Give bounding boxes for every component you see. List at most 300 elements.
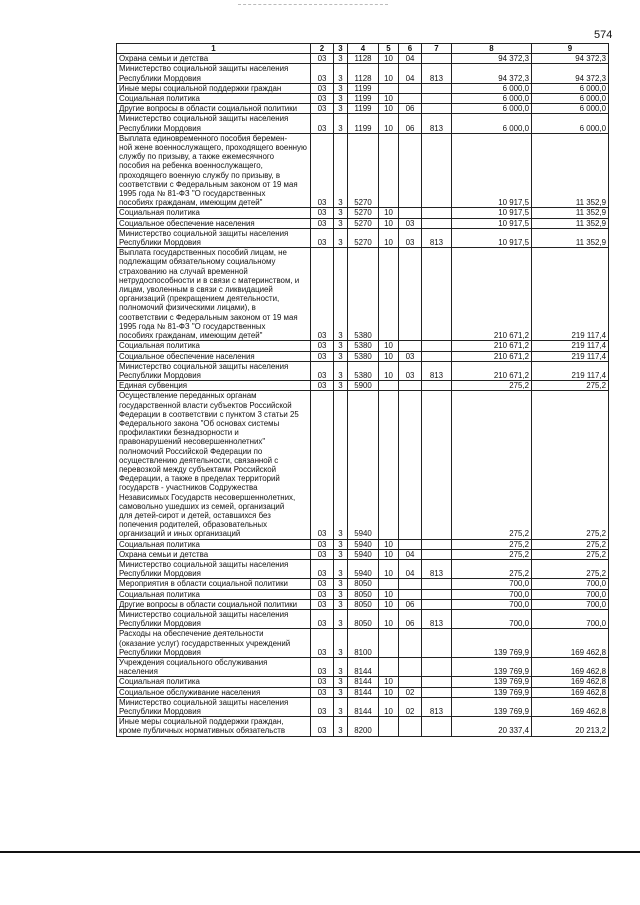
amount-cell: 10 917,5 (452, 218, 532, 228)
amount-cell: 139 769,9 (452, 687, 532, 697)
section-cell (379, 248, 399, 341)
code-cell: 5900 (348, 381, 379, 391)
ministry-code-cell: 813 (422, 361, 452, 380)
code-cell: 3 (334, 539, 348, 549)
column-header: 2 (311, 44, 334, 54)
amount-cell: 219 117,4 (532, 248, 609, 341)
code-cell: 03 (311, 248, 334, 341)
code-cell: 03 (311, 64, 334, 83)
amount-cell: 700,0 (452, 609, 532, 628)
subsection-cell (399, 208, 422, 218)
table-row (117, 589, 609, 599)
item-name-cell: Министерство социальной защиты населения Республики Мордовия (117, 114, 311, 133)
subsection-cell: 03 (399, 228, 422, 247)
ministry-code-cell (422, 658, 452, 677)
table-row (117, 599, 609, 609)
amount-cell: 210 671,2 (452, 341, 532, 351)
amount-cell: 700,0 (532, 599, 609, 609)
amount-cell: 94 372,3 (532, 54, 609, 64)
subsection-cell (399, 94, 422, 104)
scan-top-rule (238, 4, 388, 5)
subsection-cell (399, 539, 422, 549)
table-row (117, 218, 609, 228)
code-cell: 03 (311, 351, 334, 361)
amount-cell: 94 372,3 (452, 64, 532, 83)
ministry-code-cell: 813 (422, 64, 452, 83)
section-cell: 10 (379, 114, 399, 133)
amount-cell: 700,0 (532, 589, 609, 599)
section-cell: 10 (379, 589, 399, 599)
item-name-cell: Выплата государственных пособий лицам, не подлежащим обязательному социальному страхованию на случай временной нетрудоспособности и в связи с материнством, и лицам, уволенным в связи с ликвидацией организаций (прекращением деятельности, полномочий физическими лицами), в соответствии с Федеральным законом от 19 мая 1995 года № 81-ФЗ "О государственных пособиях гражданам, имеющим детей" (117, 248, 311, 341)
table-row (117, 658, 609, 677)
section-cell: 10 (379, 539, 399, 549)
section-cell: 10 (379, 94, 399, 104)
amount-cell: 700,0 (452, 589, 532, 599)
ministry-code-cell: 813 (422, 114, 452, 133)
header-row (117, 44, 609, 54)
amount-cell: 10 917,5 (452, 133, 532, 208)
ministry-code-cell (422, 208, 452, 218)
ministry-code-cell: 813 (422, 609, 452, 628)
column-header: 7 (422, 44, 452, 54)
table-row (117, 54, 609, 64)
code-cell: 03 (311, 687, 334, 697)
code-cell: 03 (311, 589, 334, 599)
table-row (117, 361, 609, 380)
table-row (117, 629, 609, 658)
code-cell: 03 (311, 559, 334, 578)
code-cell: 03 (311, 54, 334, 64)
code-cell: 8144 (348, 677, 379, 687)
amount-cell: 210 671,2 (452, 351, 532, 361)
page-number: 574 (594, 29, 613, 41)
code-cell: 3 (334, 381, 348, 391)
table-row (117, 228, 609, 247)
amount-cell: 139 769,9 (452, 677, 532, 687)
code-cell: 1128 (348, 54, 379, 64)
amount-cell: 169 462,8 (532, 697, 609, 716)
code-cell: 03 (311, 549, 334, 559)
code-cell: 3 (334, 658, 348, 677)
code-cell: 03 (311, 609, 334, 628)
amount-cell: 219 117,4 (532, 341, 609, 351)
column-header: 4 (348, 44, 379, 54)
subsection-cell: 06 (399, 114, 422, 133)
subsection-cell (399, 391, 422, 539)
subsection-cell: 04 (399, 549, 422, 559)
code-cell: 1128 (348, 64, 379, 83)
column-header: 3 (334, 44, 348, 54)
section-cell (379, 391, 399, 539)
code-cell: 03 (311, 228, 334, 247)
ministry-code-cell (422, 677, 452, 687)
code-cell: 8144 (348, 697, 379, 716)
code-cell: 3 (334, 391, 348, 539)
amount-cell: 11 352,9 (532, 218, 609, 228)
code-cell: 03 (311, 341, 334, 351)
column-header: 9 (532, 44, 609, 54)
item-name-cell: Социальная политика (117, 589, 311, 599)
amount-cell: 139 769,9 (452, 697, 532, 716)
item-name-cell: Охрана семьи и детства (117, 54, 311, 64)
code-cell: 03 (311, 94, 334, 104)
item-name-cell: Другие вопросы в области социальной политики (117, 599, 311, 609)
amount-cell: 275,2 (452, 539, 532, 549)
table-row (117, 687, 609, 697)
code-cell: 8050 (348, 589, 379, 599)
column-header: 8 (452, 44, 532, 54)
item-name-cell: Министерство социальной защиты населения Республики Мордовия (117, 228, 311, 247)
section-cell: 10 (379, 228, 399, 247)
amount-cell: 275,2 (532, 549, 609, 559)
item-name-cell: Социальная политика (117, 208, 311, 218)
amount-cell: 210 671,2 (452, 248, 532, 341)
ministry-code-cell (422, 133, 452, 208)
code-cell: 8050 (348, 579, 379, 589)
amount-cell: 700,0 (452, 579, 532, 589)
table-row (117, 549, 609, 559)
code-cell: 8100 (348, 629, 379, 658)
code-cell: 1199 (348, 104, 379, 114)
code-cell: 03 (311, 83, 334, 93)
item-name-cell: Расходы на обеспечение деятельности (оказание услуг) государственных учреждений Республики Мордовия (117, 629, 311, 658)
code-cell: 3 (334, 361, 348, 380)
code-cell: 03 (311, 381, 334, 391)
section-cell: 10 (379, 677, 399, 687)
code-cell: 03 (311, 391, 334, 539)
item-name-cell: Социальная политика (117, 341, 311, 351)
table-row (117, 94, 609, 104)
amount-cell: 169 462,8 (532, 629, 609, 658)
ministry-code-cell (422, 629, 452, 658)
code-cell: 03 (311, 717, 334, 736)
item-name-cell: Социальное обеспечение населения (117, 351, 311, 361)
code-cell: 5940 (348, 391, 379, 539)
code-cell: 03 (311, 208, 334, 218)
code-cell: 8144 (348, 658, 379, 677)
amount-cell: 11 352,9 (532, 228, 609, 247)
code-cell: 5270 (348, 228, 379, 247)
subsection-cell: 02 (399, 687, 422, 697)
table-row (117, 579, 609, 589)
subsection-cell (399, 341, 422, 351)
code-cell: 8050 (348, 609, 379, 628)
amount-cell: 6 000,0 (532, 83, 609, 93)
amount-cell: 94 372,3 (452, 54, 532, 64)
table-row (117, 391, 609, 539)
item-name-cell: Единая субвенция (117, 381, 311, 391)
item-name-cell: Министерство социальной защиты населения Республики Мордовия (117, 609, 311, 628)
code-cell: 5380 (348, 361, 379, 380)
code-cell: 03 (311, 658, 334, 677)
item-name-cell: Министерство социальной защиты населения Республики Мордовия (117, 559, 311, 578)
amount-cell: 275,2 (452, 381, 532, 391)
item-name-cell: Министерство социальной защиты населения Республики Мордовия (117, 697, 311, 716)
code-cell: 03 (311, 599, 334, 609)
subsection-cell (399, 629, 422, 658)
table-row (117, 104, 609, 114)
item-name-cell: Охрана семьи и детства (117, 549, 311, 559)
section-cell: 10 (379, 559, 399, 578)
ministry-code-cell (422, 539, 452, 549)
table-row (117, 133, 609, 208)
code-cell: 3 (334, 54, 348, 64)
ministry-code-cell (422, 104, 452, 114)
amount-cell: 219 117,4 (532, 361, 609, 380)
amount-cell: 700,0 (452, 599, 532, 609)
code-cell: 03 (311, 114, 334, 133)
subsection-cell: 06 (399, 104, 422, 114)
ministry-code-cell (422, 717, 452, 736)
code-cell: 5380 (348, 351, 379, 361)
code-cell: 03 (311, 104, 334, 114)
amount-cell: 275,2 (452, 549, 532, 559)
code-cell: 3 (334, 94, 348, 104)
amount-cell: 10 917,5 (452, 228, 532, 247)
table-row (117, 341, 609, 351)
amount-cell: 10 917,5 (452, 208, 532, 218)
item-name-cell: Министерство социальной защиты населения Республики Мордовия (117, 64, 311, 83)
subsection-cell: 03 (399, 361, 422, 380)
section-cell: 10 (379, 64, 399, 83)
ministry-code-cell (422, 54, 452, 64)
amount-cell: 700,0 (532, 609, 609, 628)
ministry-code-cell (422, 94, 452, 104)
amount-cell: 139 769,9 (452, 629, 532, 658)
code-cell: 5940 (348, 549, 379, 559)
amount-cell: 275,2 (532, 559, 609, 578)
subsection-cell (399, 133, 422, 208)
code-cell: 03 (311, 629, 334, 658)
amount-cell: 275,2 (452, 559, 532, 578)
amount-cell: 6 000,0 (452, 83, 532, 93)
code-cell: 8200 (348, 717, 379, 736)
code-cell: 3 (334, 579, 348, 589)
item-name-cell: Иные меры социальной поддержки граждан (117, 83, 311, 93)
code-cell: 03 (311, 218, 334, 228)
code-cell: 3 (334, 599, 348, 609)
code-cell: 03 (311, 539, 334, 549)
table-row (117, 717, 609, 736)
table-row (117, 381, 609, 391)
amount-cell: 169 462,8 (532, 658, 609, 677)
code-cell: 3 (334, 248, 348, 341)
section-cell: 10 (379, 361, 399, 380)
amount-cell: 20 337,4 (452, 717, 532, 736)
ministry-code-cell (422, 687, 452, 697)
item-name-cell: Учреждения социального обслуживания населения (117, 658, 311, 677)
section-cell (379, 133, 399, 208)
subsection-cell: 03 (399, 351, 422, 361)
code-cell: 3 (334, 351, 348, 361)
section-cell (379, 629, 399, 658)
code-cell: 8144 (348, 687, 379, 697)
subsection-cell (399, 677, 422, 687)
amount-cell: 275,2 (532, 381, 609, 391)
subsection-cell: 04 (399, 54, 422, 64)
subsection-cell (399, 658, 422, 677)
code-cell: 3 (334, 104, 348, 114)
amount-cell: 6 000,0 (532, 114, 609, 133)
code-cell: 3 (334, 114, 348, 133)
subsection-cell: 03 (399, 218, 422, 228)
amount-cell: 169 462,8 (532, 677, 609, 687)
code-cell: 3 (334, 64, 348, 83)
subsection-cell: 06 (399, 599, 422, 609)
budget-table (116, 43, 609, 737)
code-cell: 3 (334, 677, 348, 687)
section-cell: 10 (379, 104, 399, 114)
ministry-code-cell: 813 (422, 228, 452, 247)
section-cell (379, 658, 399, 677)
section-cell: 10 (379, 54, 399, 64)
table-row (117, 539, 609, 549)
code-cell: 5940 (348, 539, 379, 549)
amount-cell: 94 372,3 (532, 64, 609, 83)
code-cell: 3 (334, 697, 348, 716)
section-cell: 10 (379, 341, 399, 351)
subsection-cell: 04 (399, 559, 422, 578)
section-cell: 10 (379, 609, 399, 628)
code-cell: 03 (311, 579, 334, 589)
amount-cell: 11 352,9 (532, 133, 609, 208)
code-cell: 5380 (348, 341, 379, 351)
ministry-code-cell (422, 579, 452, 589)
code-cell: 03 (311, 133, 334, 208)
ministry-code-cell (422, 341, 452, 351)
table-row (117, 677, 609, 687)
code-cell: 3 (334, 133, 348, 208)
table-row (117, 64, 609, 83)
code-cell: 3 (334, 83, 348, 93)
column-header: 1 (117, 44, 311, 54)
table-row (117, 351, 609, 361)
section-cell: 10 (379, 549, 399, 559)
section-cell: 10 (379, 218, 399, 228)
amount-cell: 210 671,2 (452, 361, 532, 380)
code-cell: 3 (334, 208, 348, 218)
ministry-code-cell (422, 589, 452, 599)
amount-cell: 275,2 (532, 391, 609, 539)
code-cell: 3 (334, 629, 348, 658)
section-cell (379, 717, 399, 736)
section-cell: 10 (379, 599, 399, 609)
subsection-cell (399, 717, 422, 736)
subsection-cell (399, 248, 422, 341)
ministry-code-cell (422, 351, 452, 361)
code-cell: 3 (334, 559, 348, 578)
amount-cell: 275,2 (532, 539, 609, 549)
table-row (117, 83, 609, 93)
ministry-code-cell (422, 381, 452, 391)
ministry-code-cell: 813 (422, 559, 452, 578)
code-cell: 5270 (348, 208, 379, 218)
table-row (117, 609, 609, 628)
ministry-code-cell (422, 248, 452, 341)
item-name-cell: Министерство социальной защиты населения Республики Мордовия (117, 361, 311, 380)
code-cell: 3 (334, 218, 348, 228)
ministry-code-cell (422, 83, 452, 93)
code-cell: 3 (334, 549, 348, 559)
table-row (117, 559, 609, 578)
table-row (117, 208, 609, 218)
code-cell: 3 (334, 687, 348, 697)
subsection-cell: 02 (399, 697, 422, 716)
item-name-cell: Другие вопросы в области социальной политики (117, 104, 311, 114)
amount-cell: 139 769,9 (452, 658, 532, 677)
section-cell (379, 579, 399, 589)
code-cell: 5940 (348, 559, 379, 578)
item-name-cell: Социальная политика (117, 539, 311, 549)
subsection-cell: 06 (399, 609, 422, 628)
subsection-cell (399, 579, 422, 589)
section-cell: 10 (379, 351, 399, 361)
code-cell: 1199 (348, 83, 379, 93)
section-cell (379, 83, 399, 93)
code-cell: 5270 (348, 133, 379, 208)
subsection-cell (399, 83, 422, 93)
ministry-code-cell (422, 391, 452, 539)
item-name-cell: Социальная политика (117, 677, 311, 687)
item-name-cell: Выплата единовременного пособия беремен- ной жене военнослужащего, проходящего военную службу по призыву, а также ежемесячного пособия на ребенка военнослужащего, проходящего военную службу по призыву, в соответствии с Федеральным законом от 19 мая 1995 года № 81-ФЗ "О государственных пособиях гражданам, имеющим детей" (117, 133, 311, 208)
amount-cell: 275,2 (452, 391, 532, 539)
column-header: 5 (379, 44, 399, 54)
subsection-cell (399, 589, 422, 599)
code-cell: 8050 (348, 599, 379, 609)
table-row (117, 697, 609, 716)
item-name-cell: Социальное обслуживание населения (117, 687, 311, 697)
amount-cell: 11 352,9 (532, 208, 609, 218)
column-header: 6 (399, 44, 422, 54)
code-cell: 1199 (348, 94, 379, 104)
code-cell: 3 (334, 228, 348, 247)
code-cell: 03 (311, 361, 334, 380)
code-cell: 03 (311, 697, 334, 716)
code-cell: 5380 (348, 248, 379, 341)
amount-cell: 6 000,0 (452, 94, 532, 104)
code-cell: 3 (334, 717, 348, 736)
section-cell: 10 (379, 687, 399, 697)
item-name-cell: Иные меры социальной поддержки граждан, кроме публичных нормативных обязательств (117, 717, 311, 736)
ministry-code-cell (422, 599, 452, 609)
subsection-cell (399, 381, 422, 391)
ministry-code-cell: 813 (422, 697, 452, 716)
table-body (117, 54, 609, 736)
item-name-cell: Социальная политика (117, 94, 311, 104)
section-cell (379, 381, 399, 391)
code-cell: 3 (334, 341, 348, 351)
amount-cell: 6 000,0 (532, 104, 609, 114)
amount-cell: 6 000,0 (532, 94, 609, 104)
table-row (117, 248, 609, 341)
item-name-cell: Осуществление переданных органам государственной власти субъектов Российской Федерации в соответствии с пунктом 3 статьи 25 Федерального закона "Об основах системы профилактики безнадзорности и правонарушений несовершеннолетних" полномочий Российской Федерации по осуществлению деятельности, связанной с перевозкой между субъектами Российской Федерации, а также в пределах территорий государств - участников Содружества Независимых Государств несовершеннолетних, самовольно ушедших из семей, организаций для детей-сирот и детей, оставшихся без попечения родителей, образовательных организаций и иных организаций (117, 391, 311, 539)
ministry-code-cell (422, 549, 452, 559)
section-cell: 10 (379, 697, 399, 716)
amount-cell: 219 117,4 (532, 351, 609, 361)
amount-cell: 20 213,2 (532, 717, 609, 736)
section-cell: 10 (379, 208, 399, 218)
table-row (117, 114, 609, 133)
code-cell: 03 (311, 677, 334, 687)
bottom-rule (0, 851, 640, 853)
code-cell: 1199 (348, 114, 379, 133)
code-cell: 3 (334, 589, 348, 599)
amount-cell: 6 000,0 (452, 104, 532, 114)
subsection-cell: 04 (399, 64, 422, 83)
amount-cell: 6 000,0 (452, 114, 532, 133)
code-cell: 3 (334, 609, 348, 628)
amount-cell: 169 462,8 (532, 687, 609, 697)
